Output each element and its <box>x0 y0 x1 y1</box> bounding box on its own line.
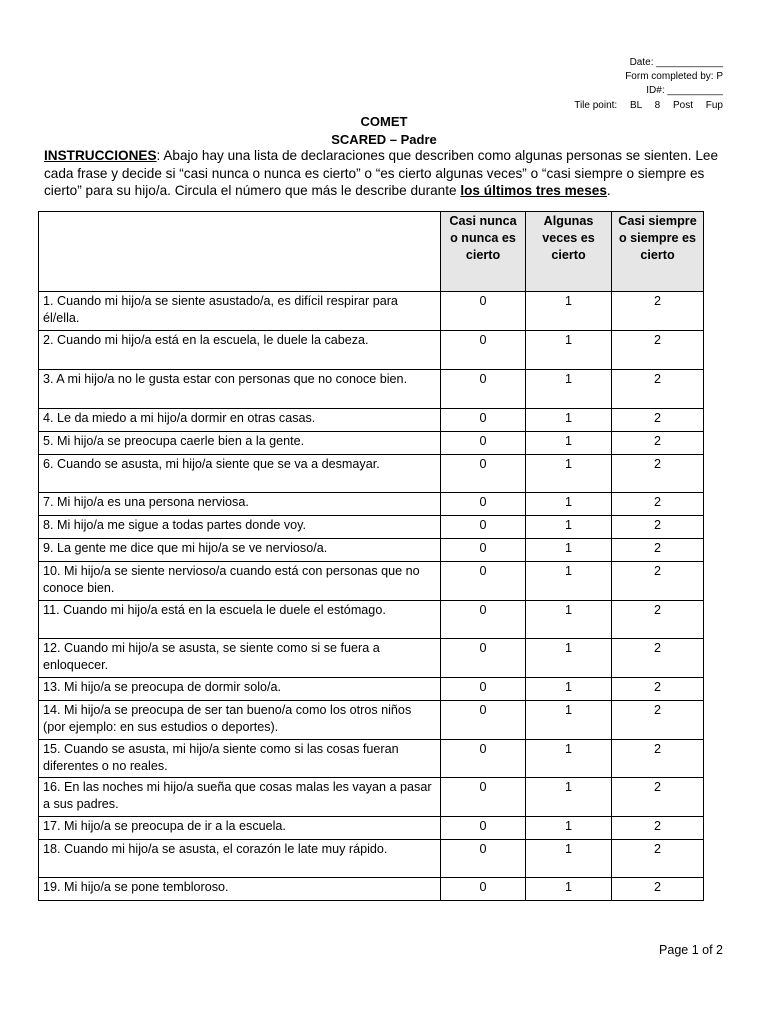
option-casi-nunca[interactable]: 0 <box>441 292 526 331</box>
option-algunas-veces[interactable]: 1 <box>526 678 612 701</box>
option-casi-siempre[interactable]: 2 <box>612 740 704 778</box>
table-header-row <box>39 212 704 292</box>
tile-point-label: Tile point: <box>574 99 618 111</box>
title-line-2: SCARED – Padre <box>331 132 437 147</box>
question-text: 5. Mi hijo/a se preocupa caerle bien a la gente. <box>39 432 441 455</box>
option-casi-nunca[interactable]: 0 <box>441 840 526 878</box>
questionnaire-table <box>38 211 704 901</box>
option-casi-nunca[interactable]: 0 <box>441 432 526 455</box>
question-text: 16. En las noches mi hijo/a sueña que cosas malas les vayan a pasar a sus padres. <box>39 778 441 817</box>
option-casi-siempre[interactable]: 2 <box>612 370 704 409</box>
option-casi-nunca[interactable]: 0 <box>441 817 526 840</box>
option-casi-siempre[interactable]: 2 <box>612 817 704 840</box>
instructions-end: . <box>606 183 611 198</box>
option-casi-siempre[interactable]: 2 <box>612 516 704 539</box>
option-casi-siempre[interactable]: 2 <box>612 840 704 878</box>
date-field[interactable]: Date: ____________ <box>629 57 723 68</box>
option-algunas-veces[interactable]: 1 <box>526 331 612 370</box>
option-algunas-veces[interactable]: 1 <box>526 455 612 493</box>
option-casi-siempre[interactable]: 2 <box>612 601 704 639</box>
question-text: 2. Cuando mi hijo/a está en la escuela, le duele la cabeza. <box>39 331 441 370</box>
page-number: Page 1 of 2 <box>659 943 723 957</box>
option-casi-nunca[interactable]: 0 <box>441 493 526 516</box>
option-casi-siempre[interactable]: 2 <box>612 493 704 516</box>
option-algunas-veces[interactable]: 1 <box>526 601 612 639</box>
table-row <box>39 493 704 516</box>
instructions <box>44 147 734 200</box>
question-text: 1. Cuando mi hijo/a se siente asustado/a, es difícil respirar para él/ella. <box>39 292 441 331</box>
question-text: 6. Cuando se asusta, mi hijo/a siente que se va a desmayar. <box>39 455 441 493</box>
option-casi-nunca[interactable]: 0 <box>441 331 526 370</box>
question-text: 15. Cuando se asusta, mi hijo/a siente como si las cosas fueran diferentes o no reales. <box>39 740 441 778</box>
option-casi-siempre[interactable]: 2 <box>612 678 704 701</box>
question-text: 14. Mi hijo/a se preocupa de ser tan bueno/a como los otros niños (por ejemplo: en sus estudios o deportes). <box>39 701 441 740</box>
option-algunas-veces[interactable]: 1 <box>526 740 612 778</box>
option-casi-siempre[interactable]: 2 <box>612 292 704 331</box>
option-casi-siempre[interactable]: 2 <box>612 432 704 455</box>
table-row <box>39 817 704 840</box>
option-casi-siempre[interactable]: 2 <box>612 639 704 678</box>
table-row <box>39 432 704 455</box>
header-blank-cell <box>39 212 441 292</box>
table-row <box>39 516 704 539</box>
option-casi-nunca[interactable]: 0 <box>441 639 526 678</box>
option-casi-nunca[interactable]: 0 <box>441 701 526 740</box>
question-text: 19. Mi hijo/a se pone tembloroso. <box>39 878 441 901</box>
option-casi-nunca[interactable]: 0 <box>441 455 526 493</box>
table-row <box>39 778 704 817</box>
option-casi-nunca[interactable]: 0 <box>441 516 526 539</box>
table-row <box>39 455 704 493</box>
question-text: 18. Cuando mi hijo/a se asusta, el corazón le late muy rápido. <box>39 840 441 878</box>
option-casi-nunca[interactable]: 0 <box>441 539 526 562</box>
tile-option-post[interactable]: Post <box>672 99 693 111</box>
table-row <box>39 878 704 901</box>
table-row <box>39 740 704 778</box>
option-algunas-veces[interactable]: 1 <box>526 817 612 840</box>
option-casi-siempre[interactable]: 2 <box>612 539 704 562</box>
table-row <box>39 562 704 601</box>
option-casi-siempre[interactable]: 2 <box>612 562 704 601</box>
question-text: 11. Cuando mi hijo/a está en la escuela le duele el estómago. <box>39 601 441 639</box>
option-casi-nunca[interactable]: 0 <box>441 601 526 639</box>
option-casi-nunca[interactable]: 0 <box>441 370 526 409</box>
id-field[interactable]: ID#: __________ <box>646 85 723 97</box>
tile-point <box>574 99 723 113</box>
option-casi-nunca[interactable]: 0 <box>441 878 526 901</box>
table-row <box>39 639 704 678</box>
option-casi-nunca[interactable]: 0 <box>441 409 526 432</box>
table-row <box>39 331 704 370</box>
question-text: 17. Mi hijo/a se preocupa de ir a la escuela. <box>39 817 441 840</box>
option-casi-siempre[interactable]: 2 <box>612 409 704 432</box>
instructions-text: : Abajo hay una lista de declaraciones que describen como algunas personas se sienten. Lee cada frase y decide si “casi nunca o nunca es cierto” o “es cierto algunas veces” o “casi siempre o siempre es cierto” para su hijo/a. Circula el número que más le describe durante <box>44 148 719 198</box>
option-algunas-veces[interactable]: 1 <box>526 432 612 455</box>
question-text: 13. Mi hijo/a se preocupa de dormir solo/a. <box>39 678 441 701</box>
table-row <box>39 370 704 409</box>
form-title <box>0 113 768 149</box>
option-algunas-veces[interactable]: 1 <box>526 639 612 678</box>
option-algunas-veces[interactable]: 1 <box>526 539 612 562</box>
table-row <box>39 840 704 878</box>
header-casi-nunca: Casi nunca o nunca es cierto <box>441 212 526 292</box>
header-algunas-veces: Algunas veces es cierto <box>526 212 612 292</box>
question-text: 8. Mi hijo/a me sigue a todas partes donde voy. <box>39 516 441 539</box>
table-row <box>39 292 704 331</box>
option-algunas-veces[interactable]: 1 <box>526 562 612 601</box>
option-algunas-veces[interactable]: 1 <box>526 292 612 331</box>
option-casi-siempre[interactable]: 2 <box>612 331 704 370</box>
option-algunas-veces[interactable]: 1 <box>526 840 612 878</box>
table-row <box>39 678 704 701</box>
instructions-heading: INSTRUCCIONES <box>44 148 157 163</box>
tile-option-bl[interactable]: BL <box>629 99 642 111</box>
table-row <box>39 701 704 740</box>
option-algunas-veces[interactable]: 1 <box>526 370 612 409</box>
question-text: 12. Cuando mi hijo/a se asusta, se siente como si se fuera a enloquecer. <box>39 639 441 678</box>
tile-option-8[interactable]: 8 <box>654 99 661 111</box>
question-text: 9. La gente me dice que mi hijo/a se ve nervioso/a. <box>39 539 441 562</box>
option-casi-siempre[interactable]: 2 <box>612 878 704 901</box>
option-casi-nunca[interactable]: 0 <box>441 562 526 601</box>
title-line-1: COMET <box>360 114 408 129</box>
table-row <box>39 539 704 562</box>
option-casi-siempre[interactable]: 2 <box>612 778 704 817</box>
option-casi-nunca[interactable]: 0 <box>441 678 526 701</box>
question-text: 4. Le da miedo a mi hijo/a dormir en otras casas. <box>39 409 441 432</box>
question-text: 7. Mi hijo/a es una persona nerviosa. <box>39 493 441 516</box>
form-metadata <box>574 56 723 113</box>
option-casi-nunca[interactable]: 0 <box>441 778 526 817</box>
option-casi-siempre[interactable]: 2 <box>612 701 704 740</box>
header-casi-siempre: Casi siempre o siempre es cierto <box>612 212 704 292</box>
table-row <box>39 409 704 432</box>
option-casi-siempre[interactable]: 2 <box>612 455 704 493</box>
question-text: 3. A mi hijo/a no le gusta estar con personas que no conoce bien. <box>39 370 441 409</box>
instructions-period: los últimos tres meses <box>460 183 607 198</box>
option-algunas-veces[interactable]: 1 <box>526 516 612 539</box>
option-algunas-veces[interactable]: 1 <box>526 409 612 432</box>
option-algunas-veces[interactable]: 1 <box>526 701 612 740</box>
option-algunas-veces[interactable]: 1 <box>526 878 612 901</box>
form-completed-by: Form completed by: P <box>625 71 723 83</box>
option-casi-nunca[interactable]: 0 <box>441 740 526 778</box>
question-text: 10. Mi hijo/a se siente nervioso/a cuando está con personas que no conoce bien. <box>39 562 441 601</box>
tile-option-fup[interactable]: Fup <box>705 99 723 111</box>
option-algunas-veces[interactable]: 1 <box>526 493 612 516</box>
option-algunas-veces[interactable]: 1 <box>526 778 612 817</box>
table-row <box>39 601 704 639</box>
